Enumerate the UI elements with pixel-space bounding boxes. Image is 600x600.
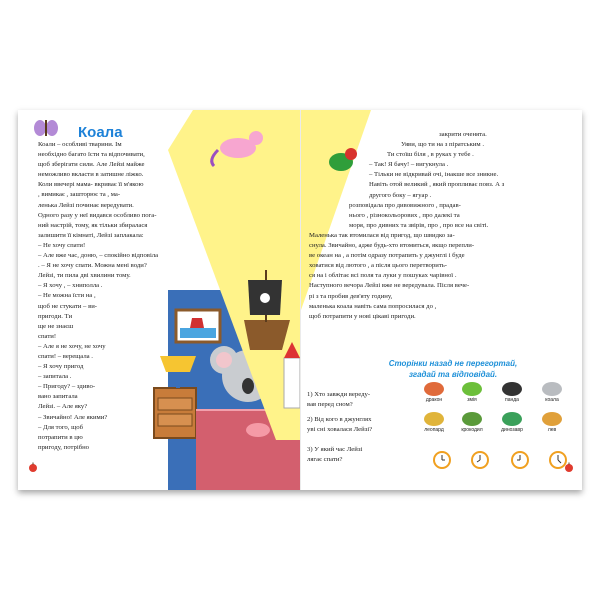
story-line: Уяви, що ти на з піратським .: [401, 141, 485, 149]
answer-snake[interactable]: змія: [457, 382, 487, 403]
apple-icon: [28, 462, 38, 472]
story-line: потрапити в цю: [38, 433, 83, 441]
story-line: Наступного вечора Лейзі вже не вередувала. Після вече-: [309, 282, 470, 290]
story-line: ве океан на , а потім одразу потрапить у джунглі і буде: [309, 252, 465, 260]
alarm-clock-icon[interactable]: [431, 448, 453, 470]
crocodile-icon: [462, 412, 482, 426]
story-line: щоб не стукати – ви-: [38, 302, 98, 310]
story-line: ся на і облітає всі поля та луки у пошуках чарівної .: [309, 272, 457, 280]
story-line: ще не знаєш: [38, 322, 74, 330]
story-line: спати! – верещала .: [38, 352, 93, 360]
answer-lion[interactable]: лев: [537, 412, 567, 433]
story-line: Навіть отой великий , який пропливає повз. А з: [369, 181, 505, 189]
quiz-question-3: 3) У який час Лейзі лягає спати?: [307, 446, 363, 463]
left-story-text: [38, 140, 190, 453]
story-line: неможливо вкласти в затишне ліжко.: [38, 171, 144, 179]
story-line: ленька Лейзі починає вередувати.: [38, 201, 134, 209]
story-line: Коали – особливі тварини. Ім: [38, 141, 122, 148]
alarm-clock-icon[interactable]: [509, 448, 531, 470]
story-line: – Тільки не відкривай очі, інакше все зникне.: [369, 171, 499, 179]
apple-icon: [564, 462, 574, 472]
story-line: пригоду, потрібно: [38, 443, 90, 451]
story-line: , вимикає , зашторює та , ма-: [38, 191, 121, 199]
answer-dinosaur[interactable]: динозавр: [497, 412, 527, 433]
story-line: вано запитала: [38, 393, 78, 401]
story-line: ний настрій, тому, як тільки збиралася: [38, 221, 148, 229]
story-line: щоб потрапити у нові цікаві пригоди.: [309, 312, 416, 320]
story-line: маленька коала навіть сама попросилася до ,: [309, 302, 437, 310]
story-line: – Але я не хочу, не хочу: [38, 342, 106, 350]
story-line: Лейзі. – Але яку?: [38, 403, 88, 411]
story-line: – Не хочу спати!: [38, 241, 86, 249]
quiz-heading: [353, 358, 553, 380]
leopard-icon: [424, 412, 444, 426]
dinosaur-icon: [502, 412, 522, 426]
left-page: [18, 110, 300, 490]
quiz-question-1: 1) Хто завжди вереду- вав перед сном?: [307, 391, 371, 408]
quiz-heading-line1: Сторінки назад не перегортай,: [388, 359, 518, 368]
story-line: Маленька так втомилася від пригод, що швидко за-: [309, 231, 455, 239]
story-line: залишити її кімнаті, Лейзі заплакала:: [38, 231, 144, 239]
story-line: ховатися від лютого , а після цього перетворить-: [309, 262, 448, 270]
butterfly-icon: [34, 120, 58, 136]
story-line: – запитала .: [38, 373, 72, 381]
answer-leopard[interactable]: леопард: [419, 412, 449, 433]
lion-icon: [542, 412, 562, 426]
story-line: моря, про дивних та звірів, про , про все на світі.: [349, 221, 489, 229]
quiz-question-2: 2) Від кого в джунглях уві сні ховалася Лейзі?: [307, 416, 373, 433]
answer-crocodile[interactable]: крокодил: [457, 412, 487, 433]
story-line: закрити оченята.: [439, 131, 487, 138]
book-spread: [18, 110, 582, 490]
story-line: спати!: [38, 332, 57, 340]
dragon-icon: [424, 382, 444, 396]
story-line: – Але вже час, доню, – спокійно відповіла: [38, 252, 159, 260]
story-line: Коли ввечері мама- вкриває її м'якою: [38, 181, 144, 189]
story-line: снула. Звичайно, адже будь-хто втомиться, якщо перепли-: [309, 242, 475, 250]
story-line: щоб зберігати сили. Але Лейзі майже: [38, 161, 145, 169]
story-line: розповідала про дивовижного , прадав-: [349, 201, 461, 209]
slipper-icon: [246, 423, 270, 437]
story-line: – Я хочу , – хниполла .: [38, 282, 103, 290]
story-line: – Не можна їсти на ,: [38, 292, 96, 300]
right-page: [301, 110, 582, 490]
story-line: нього , різнокольорових , про далекі та: [349, 211, 460, 219]
story-line: Одного разу у неї видався особливо пога-: [38, 211, 157, 219]
story-line: – Пригоду? – здиво-: [38, 383, 96, 391]
story-line: Ти стоїш біля , в руках у тебе .: [387, 151, 474, 159]
story-line: – Звичайно! Але якими?: [38, 413, 108, 421]
answer-dragon[interactable]: дракон: [419, 382, 449, 403]
story-line: Лейзі, ти пила дві хвилини тому.: [38, 272, 131, 280]
koala-icon: [542, 382, 562, 396]
alarm-clock-icon[interactable]: [469, 448, 491, 470]
story-line: . – Я не хочу спати. Можна мені води?: [38, 262, 147, 270]
story-line: рі з та пробив дев'яту годину,: [309, 292, 393, 300]
quiz-heading-line2: згадай та відповідай.: [408, 370, 498, 379]
story-line: пригоди. Ти: [38, 312, 73, 320]
right-story-text: [309, 130, 574, 322]
story-line: другого боку – ягуар .: [369, 191, 432, 199]
snake-icon: [462, 382, 482, 396]
story-line: – Я хочу пригод: [38, 363, 84, 371]
story-line: необхідно багато їсти та відпочивати,: [38, 151, 145, 159]
panda-icon: [502, 382, 522, 396]
answer-koala[interactable]: коала: [537, 382, 567, 403]
answer-panda[interactable]: панда: [497, 382, 527, 403]
story-title: Коала: [78, 124, 123, 141]
story-line: – Для того, щоб: [38, 423, 83, 431]
story-line: – Так! Я бачу! – вигукнула .: [369, 161, 449, 169]
